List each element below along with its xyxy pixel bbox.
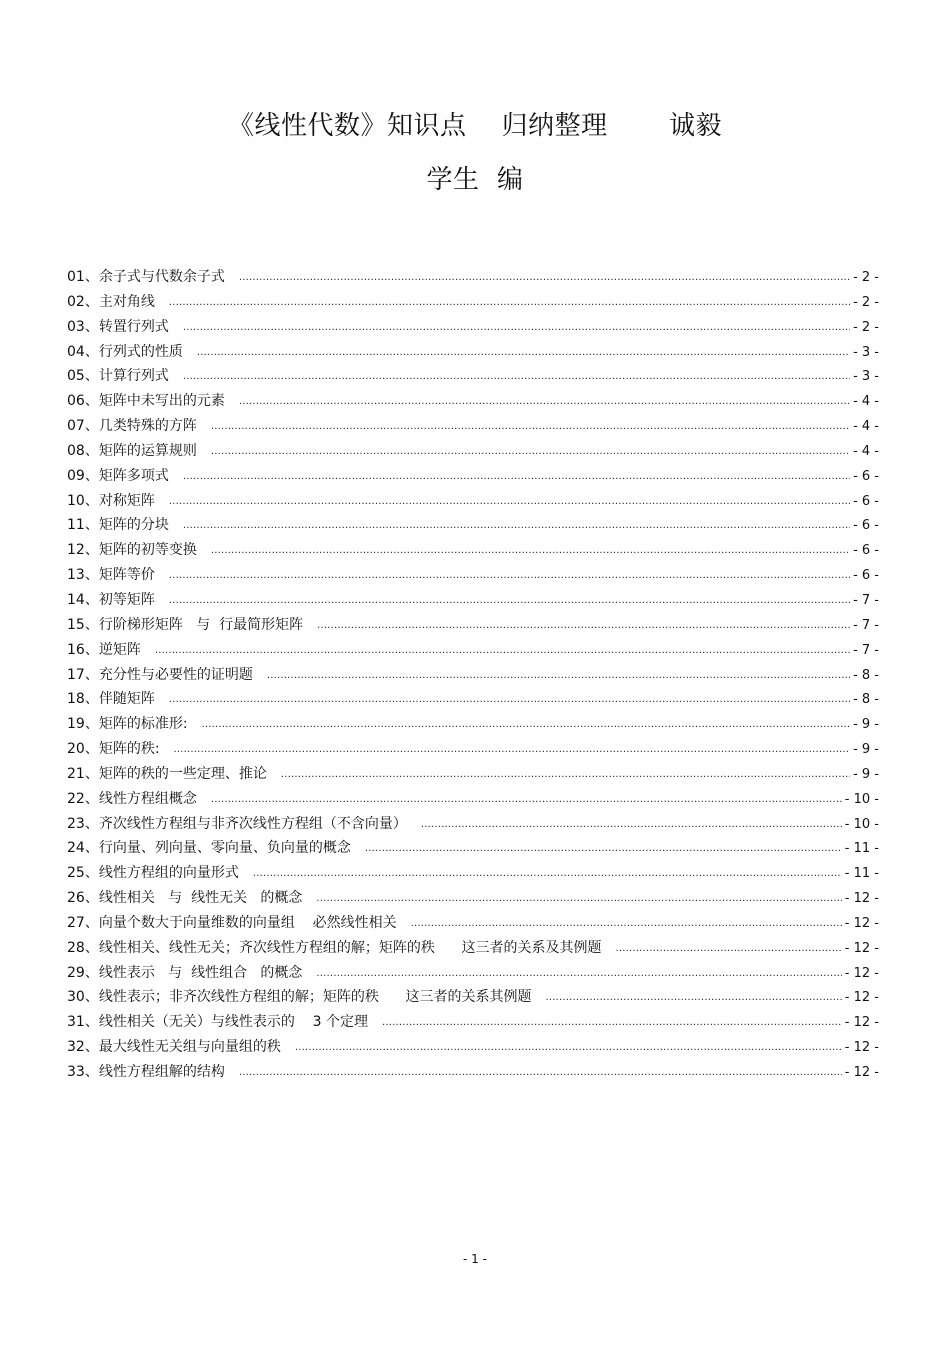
toc-entry-page: - 6 -	[853, 518, 879, 534]
toc-entry-label: 18、伴随矩阵	[67, 691, 155, 708]
toc-entry-page: - 12 -	[844, 915, 879, 931]
toc-entry-page: - 6 -	[853, 493, 879, 509]
toc-entry-label: 12、矩阵的初等变换	[67, 542, 197, 559]
toc-dot-leader	[281, 763, 850, 788]
toc-entry-page: - 6 -	[853, 468, 879, 484]
toc-entry-label: 32、最大线性无关组与向量组的秩	[67, 1039, 281, 1056]
toc-entry-label: 31、线性相关（无关）与线性表示的 3 个定理	[67, 1014, 368, 1031]
toc-dot-leader	[317, 614, 850, 639]
toc-entry-label: 33、线性方程组解的结构	[67, 1064, 225, 1080]
toc-entry[interactable]	[67, 340, 879, 365]
toc-entry[interactable]	[67, 687, 879, 712]
toc-entry-label: 01、余子式与代数余子式	[67, 269, 225, 285]
toc-entry-label: 17、充分性与必要性的证明题	[67, 666, 253, 683]
toc-entry[interactable]	[67, 961, 879, 986]
toc-entry-label: 14、初等矩阵	[67, 591, 155, 608]
toc-entry-label: 30、线性表示；非齐次线性方程组的解；矩阵的秩 这三者的关系其例题	[67, 989, 532, 1006]
document-title: 《线性代数》知识点 归纳整理 诚毅	[228, 111, 722, 141]
toc-entry-page: - 3 -	[853, 369, 879, 385]
toc-entry-page: - 4 -	[853, 443, 879, 459]
toc-entry[interactable]	[67, 290, 879, 315]
toc-dot-leader	[202, 713, 851, 738]
toc-entry-label: 08、矩阵的运算规则	[67, 442, 197, 459]
toc-entry-label: 28、线性相关、线性无关；齐次线性方程组的解；矩阵的秩 这三者的关系及其例题	[67, 939, 602, 956]
toc-entry[interactable]	[67, 588, 879, 613]
toc-entry-label: 15、行阶梯形矩阵 与 行最简形矩阵	[67, 616, 304, 633]
toc-entry[interactable]	[67, 712, 879, 737]
toc-entry-label: 24、行向量、列向量、零向量、负向量的概念	[67, 840, 351, 857]
toc-entry[interactable]	[67, 861, 879, 886]
toc-entry-page: - 12 -	[844, 891, 879, 907]
document-subtitle: 学生 编	[426, 165, 524, 195]
toc-entry-page: - 4 -	[853, 394, 879, 410]
toc-dot-leader	[211, 539, 850, 564]
toc-entry-label: 05、计算行列式	[67, 368, 169, 385]
toc-dot-leader	[316, 962, 841, 987]
toc-entry[interactable]	[67, 563, 879, 588]
toc-dot-leader	[169, 564, 850, 589]
toc-dot-leader	[295, 1036, 842, 1061]
toc-entry[interactable]	[67, 439, 879, 464]
toc-entry-page: - 6 -	[853, 543, 879, 559]
toc-dot-leader	[239, 266, 850, 291]
toc-entry[interactable]	[67, 513, 879, 538]
toc-entry-page: - 9 -	[853, 766, 879, 782]
toc-entry-page: - 7 -	[853, 617, 879, 633]
toc-dot-leader	[365, 837, 842, 862]
toc-entry[interactable]	[67, 389, 879, 414]
toc-entry-page: - 10 -	[844, 791, 879, 807]
toc-dot-leader	[169, 688, 850, 713]
toc-entry[interactable]	[67, 1035, 879, 1060]
toc-entry-page: - 4 -	[853, 419, 879, 435]
toc-entry-page: - 12 -	[844, 940, 879, 956]
page-number: - 1 -	[463, 1252, 487, 1266]
toc-entry-page: - 12 -	[844, 990, 879, 1006]
toc-entry-label: 22、线性方程组概念	[67, 790, 197, 807]
toc-dot-leader	[183, 465, 850, 490]
toc-entry-page: - 9 -	[853, 742, 879, 758]
toc-entry-page: - 7 -	[853, 592, 879, 608]
toc-entry-page: - 2 -	[853, 270, 879, 285]
toc-entry-page: - 3 -	[853, 344, 879, 360]
toc-entry-label: 26、线性相关 与 线性无关 的概念	[67, 890, 303, 907]
toc-dot-leader	[183, 365, 850, 390]
toc-entry-page: - 11 -	[844, 841, 879, 857]
toc-entry[interactable]	[67, 638, 879, 663]
toc-entry[interactable]	[67, 787, 879, 812]
toc-entry-page: - 8 -	[853, 667, 879, 683]
toc-entry-page: - 10 -	[844, 816, 879, 832]
toc-dot-leader	[616, 937, 842, 962]
toc-entry-page: - 6 -	[853, 568, 879, 584]
toc-entry[interactable]	[67, 886, 879, 911]
toc-entry-label: 21、矩阵的秩的一些定理、推论	[67, 765, 267, 782]
toc-entry-label: 20、矩阵的秩:	[67, 741, 160, 758]
table-of-contents	[67, 265, 879, 1085]
toc-dot-leader	[239, 1061, 842, 1086]
toc-entry[interactable]	[67, 464, 879, 489]
toc-dot-leader	[169, 291, 850, 316]
toc-entry-page: - 12 -	[844, 1015, 879, 1031]
toc-entry[interactable]	[67, 364, 879, 389]
toc-entry-label: 09、矩阵多项式	[67, 467, 169, 484]
toc-entry-page: - 7 -	[853, 642, 879, 658]
toc-entry-page: - 9 -	[853, 717, 879, 733]
toc-entry-page: - 8 -	[853, 692, 879, 708]
toc-entry-page: - 2 -	[853, 294, 879, 310]
toc-entry[interactable]	[67, 762, 879, 787]
toc-dot-leader	[211, 415, 850, 440]
toc-entry-label: 16、逆矩阵	[67, 641, 141, 658]
toc-entry-label: 07、几类特殊的方阵	[67, 418, 197, 435]
toc-entry-label: 02、主对角线	[67, 293, 155, 310]
toc-entry[interactable]	[67, 265, 879, 290]
toc-entry[interactable]	[67, 911, 879, 936]
toc-entry[interactable]	[67, 812, 879, 837]
toc-dot-leader	[174, 738, 851, 763]
toc-entry[interactable]	[67, 613, 879, 638]
toc-entry[interactable]	[67, 936, 879, 961]
toc-dot-leader	[183, 514, 850, 539]
toc-entry[interactable]	[67, 836, 879, 861]
toc-entry[interactable]	[67, 414, 879, 439]
toc-dot-leader	[155, 639, 850, 664]
toc-dot-leader	[253, 862, 842, 887]
toc-entry[interactable]	[67, 985, 879, 1010]
toc-entry[interactable]	[67, 737, 879, 762]
toc-entry-label: 03、转置行列式	[67, 318, 169, 335]
toc-entry-label: 06、矩阵中未写出的元素	[67, 393, 225, 410]
toc-entry-page: - 12 -	[844, 965, 879, 981]
toc-dot-leader	[183, 316, 850, 341]
toc-entry[interactable]	[67, 1060, 879, 1085]
toc-entry-page: - 11 -	[844, 866, 879, 882]
toc-dot-leader	[239, 390, 850, 415]
toc-dot-leader	[316, 887, 841, 912]
toc-entry-label: 29、线性表示 与 线性组合 的概念	[67, 964, 303, 981]
toc-entry-label: 19、矩阵的标准形:	[67, 716, 188, 733]
toc-dot-leader	[267, 664, 850, 689]
toc-dot-leader	[169, 589, 850, 614]
toc-entry-label: 10、对称矩阵	[67, 492, 155, 509]
toc-entry-page: - 2 -	[853, 319, 879, 335]
toc-dot-leader	[211, 788, 842, 813]
toc-entry-label: 11、矩阵的分块	[67, 517, 169, 534]
toc-dot-leader	[211, 440, 850, 465]
toc-entry-label: 25、线性方程组的向量形式	[67, 865, 239, 882]
toc-entry-label: 27、向量个数大于向量维数的向量组 必然线性相关	[67, 914, 397, 931]
toc-entry-label: 04、行列式的性质	[67, 343, 183, 360]
toc-dot-leader	[382, 1011, 842, 1036]
toc-entry-label: 13、矩阵等价	[67, 567, 155, 584]
toc-dot-leader	[546, 986, 842, 1011]
toc-entry[interactable]	[67, 1010, 879, 1035]
toc-entry[interactable]	[67, 489, 879, 514]
toc-dot-leader	[169, 490, 850, 515]
toc-entry-page: - 12 -	[844, 1040, 879, 1056]
toc-dot-leader	[421, 813, 842, 838]
toc-entry-label: 23、齐次线性方程组与非齐次线性方程组（不含向量）	[67, 815, 407, 832]
toc-dot-leader	[411, 912, 842, 937]
toc-entry-page: - 12 -	[844, 1065, 879, 1080]
toc-entry[interactable]	[67, 538, 879, 563]
toc-dot-leader	[197, 341, 850, 366]
toc-entry[interactable]	[67, 663, 879, 688]
toc-entry[interactable]	[67, 315, 879, 340]
